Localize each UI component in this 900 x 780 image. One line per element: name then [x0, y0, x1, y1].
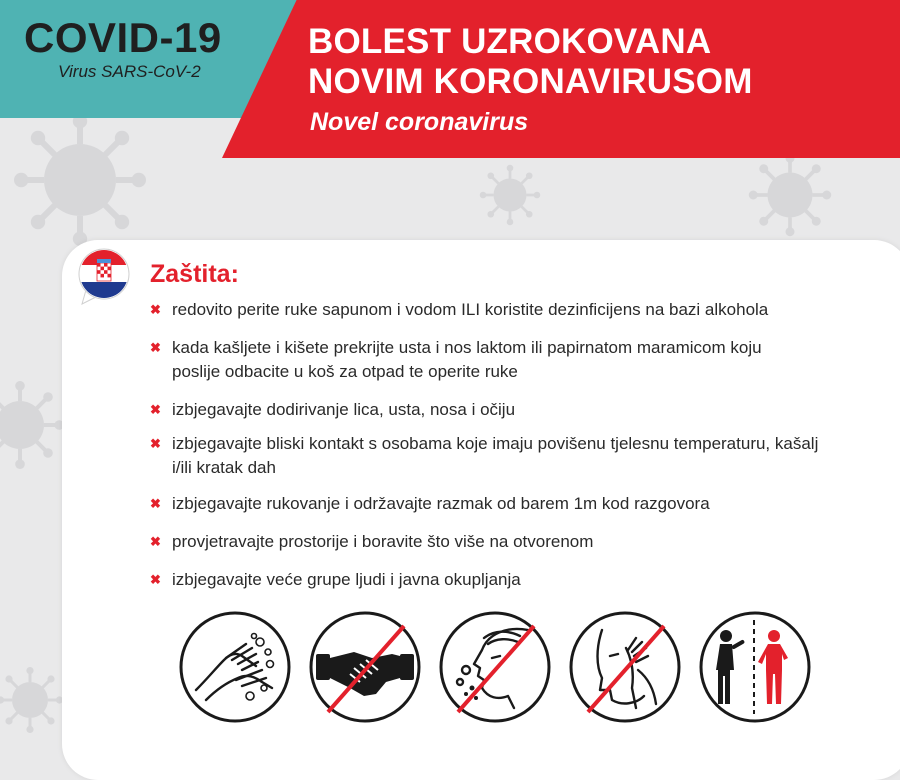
list-item-text: izbjegavajte veće grupe ljudi i javna okupljanja [172, 570, 521, 589]
list-item-text: izbjegavajte rukovanje i održavajte razmak od barem 1m kod razgovora [172, 494, 710, 513]
list-item [150, 530, 822, 554]
no-sneezing-icon [436, 608, 554, 726]
list-item [150, 568, 822, 592]
bullet-x-icon: ✖ [150, 572, 161, 587]
list-item [150, 398, 822, 422]
bullet-x-icon: ✖ [150, 534, 161, 549]
list-item-text: izbjegavajte dodirivanje lica, usta, nosa i očiju [172, 400, 516, 419]
croatia-flag-icon [78, 248, 130, 306]
bullet-x-icon: ✖ [150, 340, 161, 355]
disease-subtitle: Novel coronavirus [310, 108, 529, 136]
bullet-x-icon: ✖ [150, 496, 161, 511]
hand-washing-icon [176, 608, 294, 726]
list-item-text: redovito perite ruke sapunom i vodom ILI koristite dezinficijens na bazi alkohola [172, 300, 769, 319]
keep-distance-icon [696, 608, 814, 726]
list-item-text: provjetravajte prostorije i boravite što više na otvorenom [172, 532, 594, 551]
covid-title: COVID-19 [24, 14, 222, 61]
no-face-touching-icon [566, 608, 684, 726]
list-item [150, 298, 822, 322]
list-item-text: izbjegavajte bliski kontakt s osobama koje imaju povišenu tjelesnu temperaturu, kašalj i/ili kratak dah [172, 434, 819, 477]
disease-title [308, 22, 753, 102]
list-item [150, 492, 822, 516]
disease-title-line1: BOLEST UZROKOVANA [308, 22, 712, 61]
list-item-text: kada kašljete i kišete prekrijte usta i nos laktom ili papirnatom maramicom koju poslije odbacite u koš za otpad te operite ruke [172, 338, 762, 381]
bullet-x-icon: ✖ [150, 302, 161, 317]
virus-subtitle: Virus SARS-CoV-2 [58, 62, 201, 81]
section-title: Zaštita: [150, 260, 239, 288]
no-handshake-icon [306, 608, 424, 726]
bullet-x-icon: ✖ [150, 402, 161, 417]
bullet-x-icon: ✖ [150, 436, 161, 451]
list-item [150, 432, 822, 480]
list-item [150, 336, 812, 384]
disease-title-line2: NOVIM KORONAVIRUSOM [308, 62, 753, 101]
